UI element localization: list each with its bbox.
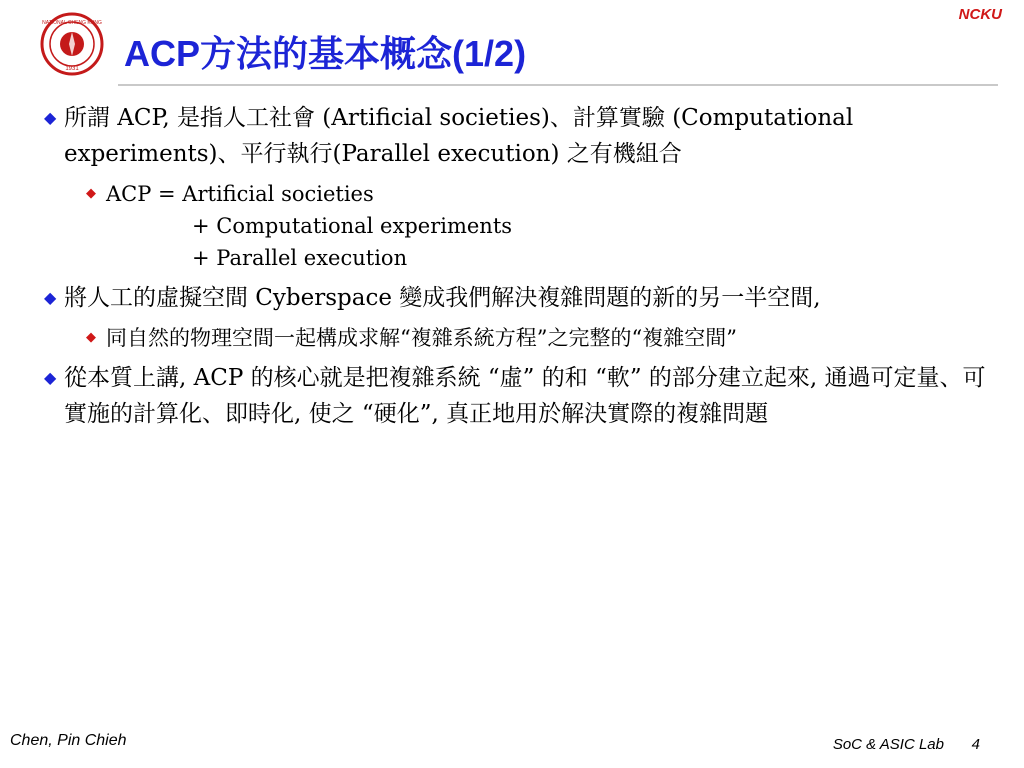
bullet-item: ◆ 從本質上講, ACP 的核心就是把複雜系統 “虛” 的和 “軟” 的部分建立起來, 通過可定量、可實施的計算化、即時化, 使之 “硬化”, 真正地用於解決實際的複雜問題 — [44, 360, 994, 432]
bullet-item: ◆ 所謂 ACP, 是指人工社會 (Artificial societies)、計算實驗 (Computational experiments)、平行執行(Parallel execution) 之有機組合 — [44, 100, 994, 172]
corner-label: NCKU — [958, 6, 1002, 23]
diamond-bullet-icon: ◆ — [44, 368, 57, 387]
diamond-bullet-icon: ◆ — [44, 288, 57, 307]
slide-body — [44, 100, 994, 438]
sub-bullet-item: ◆ 同自然的物理空間一起構成求解“複雜系統方程”之完整的“複雜空間” — [44, 322, 994, 354]
page-number: 4 — [971, 736, 980, 753]
diamond-bullet-icon: ◆ — [44, 108, 57, 127]
footer-lab: SoC & ASIC Lab — [832, 736, 944, 753]
bullet-item: ◆ 將人工的虛擬空間 Cyberspace 變成我們解決複雜問題的新的另一半空間, — [44, 280, 994, 316]
footer-author: Chen, Pin Chieh — [10, 732, 127, 749]
svg-text:1931: 1931 — [65, 66, 79, 72]
sub-bullet-item: ◆ ACP = Artificial societies + Computational experiments + Parallel execution — [44, 178, 994, 274]
page-title: ACP方法的基本概念(1/2) — [124, 33, 527, 75]
diamond-bullet-icon: ◆ — [86, 330, 96, 345]
title-divider — [118, 84, 998, 86]
diamond-bullet-icon: ◆ — [86, 186, 96, 201]
svg-text:NATIONAL CHENG KUNG: NATIONAL CHENG KUNG — [42, 20, 102, 26]
ncku-logo — [40, 12, 104, 76]
